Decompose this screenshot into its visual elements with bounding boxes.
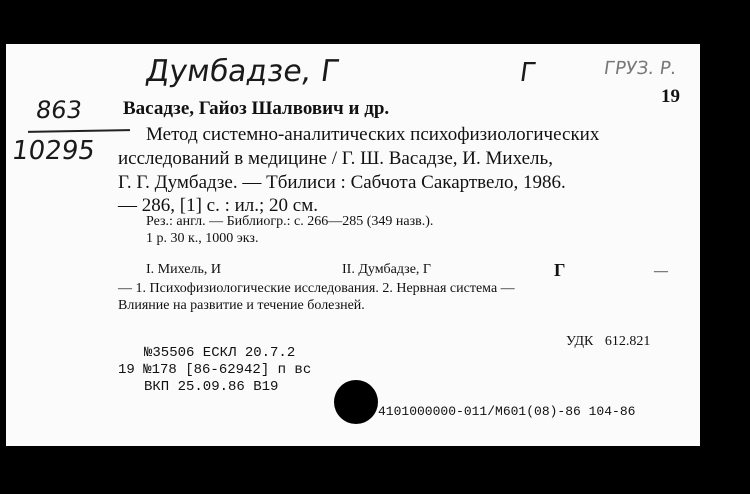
catalog-line-3: ВКП 25.09.86 В19: [144, 379, 279, 395]
page-number: 19: [661, 86, 680, 107]
tracing-dash: —: [654, 264, 668, 279]
body-line-2: исследований в медицине / Г. Ш. Васадзе, И. Михель,: [118, 148, 553, 169]
catalog-line-2: 19 №178 [86-62942] п вс: [118, 362, 312, 378]
punch-hole: [334, 380, 378, 424]
note-line-1: Рез.: англ. — Библиогр.: с. 266—285 (349 назв.).: [146, 214, 434, 229]
body-line-1: Метод системно-аналитических психофизиологических: [146, 124, 600, 145]
udk-code: УДК 612.821: [566, 334, 651, 349]
subject-line-2: Влияние на развитие и течение болезней.: [118, 298, 365, 313]
isbn-code: 4101000000-011/М601(08)-86 104-86: [378, 404, 636, 419]
handwritten-shelf-mark: 863: [34, 96, 84, 124]
subject-line-1: — 1. Психофизиологические исследования. 2. Нервная система —: [118, 281, 515, 296]
note-line-2: 1 р. 30 к., 1000 экз.: [146, 231, 259, 246]
body-line-3: Г. Г. Думбадзе. — Тбилиси : Сабчота Сакартвело, 1986.: [118, 172, 566, 193]
body-line-4: — 286, [1] с. : ил.; 20 см.: [118, 195, 319, 216]
tracing-entry-2: II. Думбадзе, Г: [342, 262, 432, 277]
author-heading: Васадзе, Гайоз Шалвович и др.: [123, 98, 390, 119]
handwritten-letter-g: Г: [517, 58, 538, 88]
tracing-entry-1: I. Михель, И: [146, 262, 221, 277]
handwritten-underline: [28, 129, 130, 133]
catalog-line-1: №35506 ЕСКЛ 20.7.2: [144, 345, 296, 361]
handwritten-author: Думбадзе, Г: [143, 54, 342, 89]
catalog-card: [6, 44, 700, 446]
tracing-mark: Г: [554, 260, 566, 280]
handwritten-corner-mark: ГРУЗ. Р.: [602, 58, 678, 79]
handwritten-accession-number: 10295: [9, 136, 97, 166]
